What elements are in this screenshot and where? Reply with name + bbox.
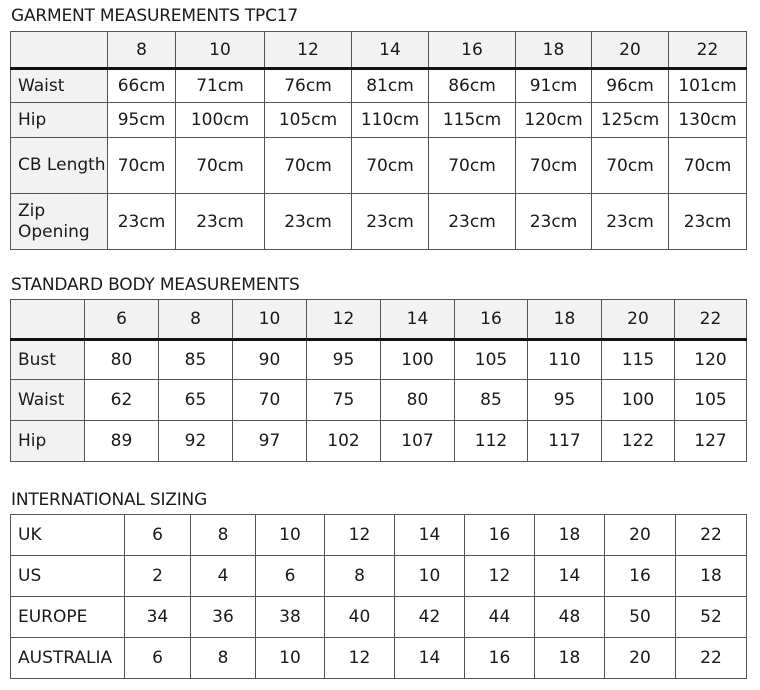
- row-label: EUROPE: [11, 597, 125, 638]
- body-row-hip: [11, 421, 747, 462]
- body-size-header: 22: [675, 300, 747, 340]
- table-cell: 107: [381, 421, 455, 462]
- table-cell: 97: [233, 421, 307, 462]
- garment-title: GARMENT MEASUREMENTS TPC17: [11, 6, 298, 26]
- row-label: US: [11, 556, 125, 597]
- table-cell: 52: [676, 597, 747, 638]
- table-cell: 115: [602, 340, 675, 380]
- table-cell: 66cm: [108, 69, 176, 103]
- table-cell: 36: [191, 597, 256, 638]
- intl-row-uk: [11, 515, 747, 556]
- table-cell: 92: [159, 421, 233, 462]
- intl-row-australia: [11, 638, 747, 679]
- table-cell: 130cm: [669, 103, 747, 138]
- table-cell: 71cm: [176, 69, 265, 103]
- row-label: Waist: [11, 380, 85, 421]
- body-table: [10, 299, 747, 462]
- table-cell: 23cm: [108, 194, 176, 250]
- row-label: CB Length: [11, 138, 108, 194]
- body-size-header: 8: [159, 300, 233, 340]
- garment-size-header: 10: [176, 32, 265, 69]
- table-cell: 125cm: [592, 103, 669, 138]
- table-cell: 70cm: [669, 138, 747, 194]
- table-cell: 96cm: [592, 69, 669, 103]
- body-size-header: 18: [528, 300, 602, 340]
- body-size-header: 16: [455, 300, 528, 340]
- table-cell: 80: [381, 380, 455, 421]
- table-cell: 8: [191, 638, 256, 679]
- body-size-header: 14: [381, 300, 455, 340]
- table-cell: 42: [395, 597, 465, 638]
- body-size-header: 10: [233, 300, 307, 340]
- garment-row-waist: [11, 69, 747, 103]
- table-cell: 23cm: [516, 194, 592, 250]
- table-cell: 70cm: [516, 138, 592, 194]
- table-cell: 18: [535, 515, 605, 556]
- table-cell: 22: [676, 638, 747, 679]
- row-label: UK: [11, 515, 125, 556]
- table-cell: 95: [307, 340, 381, 380]
- table-cell: 85: [455, 380, 528, 421]
- table-cell: 81cm: [352, 69, 429, 103]
- table-cell: 23cm: [265, 194, 352, 250]
- table-cell: 91cm: [516, 69, 592, 103]
- table-cell: 10: [256, 638, 325, 679]
- table-cell: 70cm: [265, 138, 352, 194]
- row-label: Waist: [11, 69, 108, 103]
- body-row-bust: [11, 340, 747, 380]
- table-cell: 23cm: [176, 194, 265, 250]
- table-cell: 14: [535, 556, 605, 597]
- body-header-row: [11, 300, 747, 340]
- row-label: Hip: [11, 103, 108, 138]
- body-size-header: 20: [602, 300, 675, 340]
- table-cell: 65: [159, 380, 233, 421]
- table-cell: 101cm: [669, 69, 747, 103]
- garment-size-header: 16: [429, 32, 516, 69]
- table-cell: 105cm: [265, 103, 352, 138]
- table-cell: 85: [159, 340, 233, 380]
- table-cell: 14: [395, 515, 465, 556]
- table-cell: 6: [256, 556, 325, 597]
- international-table: [10, 514, 747, 679]
- table-cell: 20: [605, 515, 676, 556]
- table-cell: 38: [256, 597, 325, 638]
- table-cell: 100cm: [176, 103, 265, 138]
- table-cell: 80: [85, 340, 159, 380]
- table-cell: 18: [676, 556, 747, 597]
- table-cell: 100: [602, 380, 675, 421]
- table-cell: 120: [675, 340, 747, 380]
- table-cell: 70cm: [429, 138, 516, 194]
- table-cell: 86cm: [429, 69, 516, 103]
- garment-corner-cell: [11, 32, 108, 69]
- table-cell: 110cm: [352, 103, 429, 138]
- international-title: INTERNATIONAL SIZING: [11, 490, 208, 510]
- table-cell: 23cm: [352, 194, 429, 250]
- table-cell: 70cm: [352, 138, 429, 194]
- table-cell: 70cm: [592, 138, 669, 194]
- body-corner-cell: [11, 300, 85, 340]
- table-cell: 70cm: [176, 138, 265, 194]
- table-cell: 4: [191, 556, 256, 597]
- garment-row-hip: [11, 103, 747, 138]
- intl-row-europe: [11, 597, 747, 638]
- table-cell: 8: [191, 515, 256, 556]
- table-cell: 10: [395, 556, 465, 597]
- table-cell: 89: [85, 421, 159, 462]
- table-cell: 90: [233, 340, 307, 380]
- table-cell: 6: [125, 638, 191, 679]
- garment-size-header: 12: [265, 32, 352, 69]
- table-cell: 127: [675, 421, 747, 462]
- table-cell: 23cm: [592, 194, 669, 250]
- table-cell: 12: [465, 556, 535, 597]
- garment-row-cb-length: [11, 138, 747, 194]
- table-cell: 23cm: [669, 194, 747, 250]
- table-cell: 100: [381, 340, 455, 380]
- table-cell: 117: [528, 421, 602, 462]
- body-size-header: 12: [307, 300, 381, 340]
- table-cell: 105: [455, 340, 528, 380]
- garment-row-zip-opening: [11, 194, 747, 250]
- garment-size-header: 14: [352, 32, 429, 69]
- body-row-waist: [11, 380, 747, 421]
- row-label: AUSTRALIA: [11, 638, 125, 679]
- table-cell: 16: [465, 515, 535, 556]
- body-size-header: 6: [85, 300, 159, 340]
- table-cell: 76cm: [265, 69, 352, 103]
- body-title: STANDARD BODY MEASUREMENTS: [11, 275, 300, 295]
- garment-table: [10, 31, 747, 250]
- table-cell: 95cm: [108, 103, 176, 138]
- table-cell: 20: [605, 638, 676, 679]
- table-cell: 70cm: [108, 138, 176, 194]
- table-cell: 120cm: [516, 103, 592, 138]
- table-cell: 8: [325, 556, 395, 597]
- table-cell: 105: [675, 380, 747, 421]
- row-label: Hip: [11, 421, 85, 462]
- table-cell: 70: [233, 380, 307, 421]
- table-cell: 16: [465, 638, 535, 679]
- table-cell: 12: [325, 638, 395, 679]
- table-cell: 40: [325, 597, 395, 638]
- table-cell: 2: [125, 556, 191, 597]
- table-cell: 75: [307, 380, 381, 421]
- table-cell: 14: [395, 638, 465, 679]
- table-cell: 112: [455, 421, 528, 462]
- garment-header-row: [11, 32, 747, 69]
- table-cell: 12: [325, 515, 395, 556]
- table-cell: 18: [535, 638, 605, 679]
- table-cell: 44: [465, 597, 535, 638]
- table-cell: 6: [125, 515, 191, 556]
- table-cell: 110: [528, 340, 602, 380]
- garment-size-header: 8: [108, 32, 176, 69]
- table-cell: 102: [307, 421, 381, 462]
- table-cell: 62: [85, 380, 159, 421]
- row-label: Zip Opening: [11, 194, 108, 250]
- row-label: Bust: [11, 340, 85, 380]
- garment-size-header: 22: [669, 32, 747, 69]
- garment-size-header: 18: [516, 32, 592, 69]
- table-cell: 50: [605, 597, 676, 638]
- table-cell: 34: [125, 597, 191, 638]
- table-cell: 10: [256, 515, 325, 556]
- table-cell: 16: [605, 556, 676, 597]
- intl-row-us: [11, 556, 747, 597]
- table-cell: 23cm: [429, 194, 516, 250]
- garment-size-header: 20: [592, 32, 669, 69]
- table-cell: 95: [528, 380, 602, 421]
- table-cell: 48: [535, 597, 605, 638]
- table-cell: 22: [676, 515, 747, 556]
- table-cell: 122: [602, 421, 675, 462]
- table-cell: 115cm: [429, 103, 516, 138]
